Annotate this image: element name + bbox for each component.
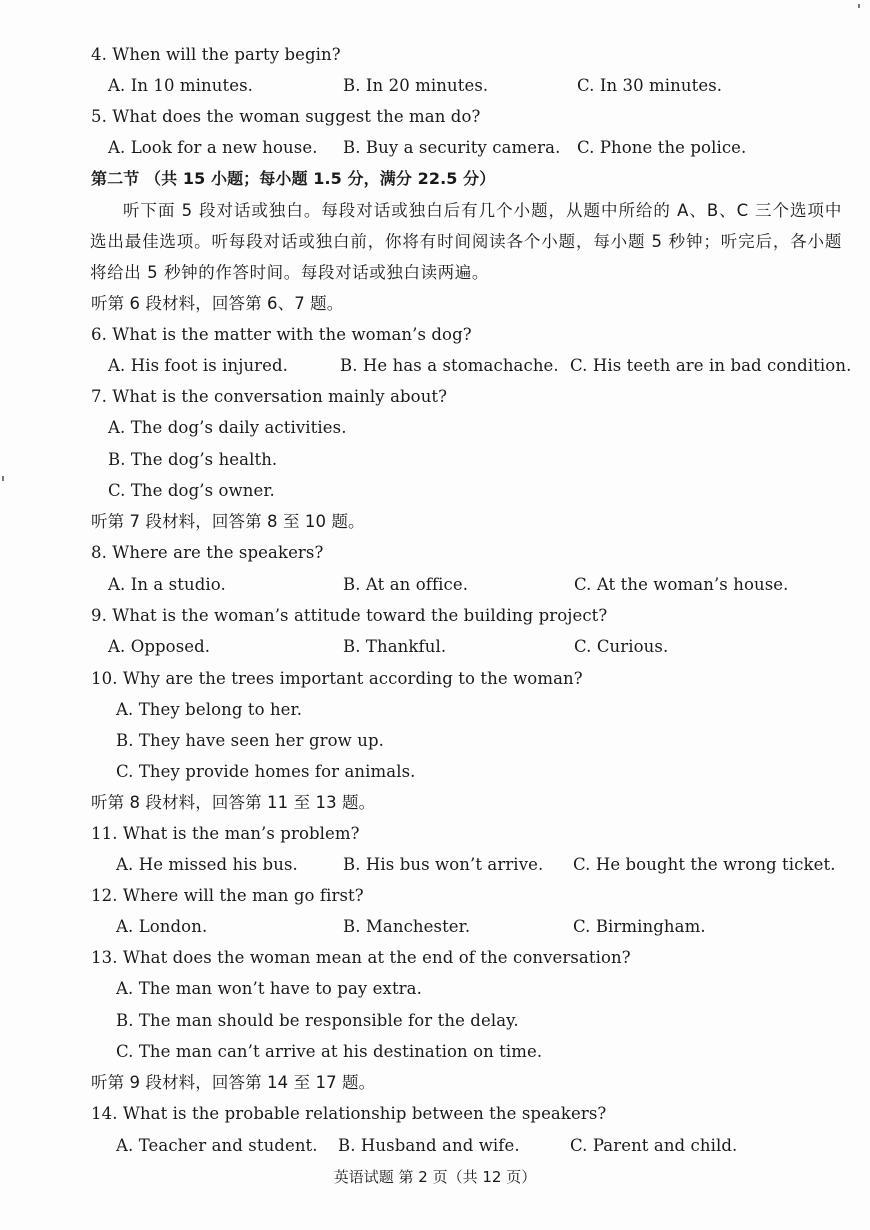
question-11-option-b: B. His bus won’t arrive.	[343, 855, 544, 874]
question-8-option-a: A. In a studio.	[108, 575, 226, 594]
question-6-option-c: C. His teeth are in bad condition.	[570, 356, 852, 375]
material-6-heading: 听第 6 段材料，回答第 6、7 题。	[91, 294, 344, 313]
question-13-option-b: B. The man should be responsible for the delay.	[116, 1011, 519, 1030]
page-footer: 英语试题 第 2 页（共 12 页）	[333, 1168, 537, 1186]
question-12-stem: 12. Where will the man go first?	[91, 886, 364, 905]
material-8-heading: 听第 8 段材料，回答第 11 至 13 题。	[91, 793, 376, 812]
question-4-option-b: B. In 20 minutes.	[343, 76, 489, 95]
question-6-option-b: B. He has a stomachache.	[340, 356, 559, 375]
question-13-option-c: C. The man can’t arrive at his destination on time.	[116, 1042, 543, 1061]
section-2-title: 第二节 （共 15 小题；每小题 1.5 分，满分 22.5 分）	[91, 169, 496, 188]
question-13-stem: 13. What does the woman mean at the end of the conversation?	[91, 948, 631, 967]
question-4-option-a: A. In 10 minutes.	[108, 76, 254, 95]
question-9-option-a: A. Opposed.	[108, 637, 211, 656]
question-13-option-a: A. The man won’t have to pay extra.	[116, 979, 422, 998]
question-12-option-b: B. Manchester.	[343, 917, 471, 936]
question-10-option-b: B. They have seen her grow up.	[116, 731, 384, 750]
question-7-stem: 7. What is the conversation mainly about?	[91, 387, 448, 406]
material-7-heading: 听第 7 段材料，回答第 8 至 10 题。	[91, 512, 365, 531]
question-8-option-c: C. At the woman’s house.	[574, 575, 789, 594]
question-12-option-a: A. London.	[116, 917, 208, 936]
question-9-stem: 9. What is the woman’s attitude toward the building project?	[91, 606, 608, 625]
question-14-option-a: A. Teacher and student.	[116, 1136, 318, 1155]
question-4-option-c: C. In 30 minutes.	[577, 76, 723, 95]
question-6-option-a: A. His foot is injured.	[108, 356, 289, 375]
question-8-option-b: B. At an office.	[343, 575, 469, 594]
question-5-option-a: A. Look for a new house.	[108, 138, 318, 157]
scan-mark	[2, 476, 4, 481]
question-5-option-b: B. Buy a security camera.	[343, 138, 561, 157]
question-4-stem: 4. When will the party begin?	[91, 45, 341, 64]
question-5-stem: 5. What does the woman suggest the man do?	[91, 107, 481, 126]
question-14-stem: 14. What is the probable relationship between the speakers?	[91, 1104, 607, 1123]
question-8-stem: 8. Where are the speakers?	[91, 543, 324, 562]
question-12-option-c: C. Birmingham.	[573, 917, 706, 936]
material-9-heading: 听第 9 段材料，回答第 14 至 17 题。	[91, 1073, 376, 1092]
question-14-option-c: C. Parent and child.	[570, 1136, 738, 1155]
question-11-stem: 11. What is the man’s problem?	[91, 824, 360, 843]
question-6-stem: 6. What is the matter with the woman’s dog?	[91, 325, 472, 344]
question-14-option-b: B. Husband and wife.	[338, 1136, 520, 1155]
question-5-option-c: C. Phone the police.	[577, 138, 747, 157]
question-11-option-c: C. He bought the wrong ticket.	[573, 855, 836, 874]
question-9-option-b: B. Thankful.	[343, 637, 447, 656]
scan-mark	[858, 4, 860, 8]
question-7-option-a: A. The dog’s daily activities.	[108, 418, 347, 437]
question-10-option-c: C. They provide homes for animals.	[116, 762, 416, 781]
question-10-stem: 10. Why are the trees important according to the woman?	[91, 669, 583, 688]
question-11-option-a: A. He missed his bus.	[116, 855, 298, 874]
question-10-option-a: A. They belong to her.	[116, 700, 303, 719]
question-7-option-c: C. The dog’s owner.	[108, 481, 275, 500]
question-9-option-c: C. Curious.	[574, 637, 669, 656]
section-2-instructions: 听下面 5 段对话或独白。每段对话或独白后有几个小题，从题中所给的 A、B、C 三个选项中选出最佳选项。听每段对话或独白前，你将有时间阅读各个小题，每小题 5 秒钟；听完后，各小题将给出 5 秒钟的作答时间。每段对话或独白读两遍。	[90, 201, 842, 282]
question-7-option-b: B. The dog’s health.	[108, 450, 278, 469]
